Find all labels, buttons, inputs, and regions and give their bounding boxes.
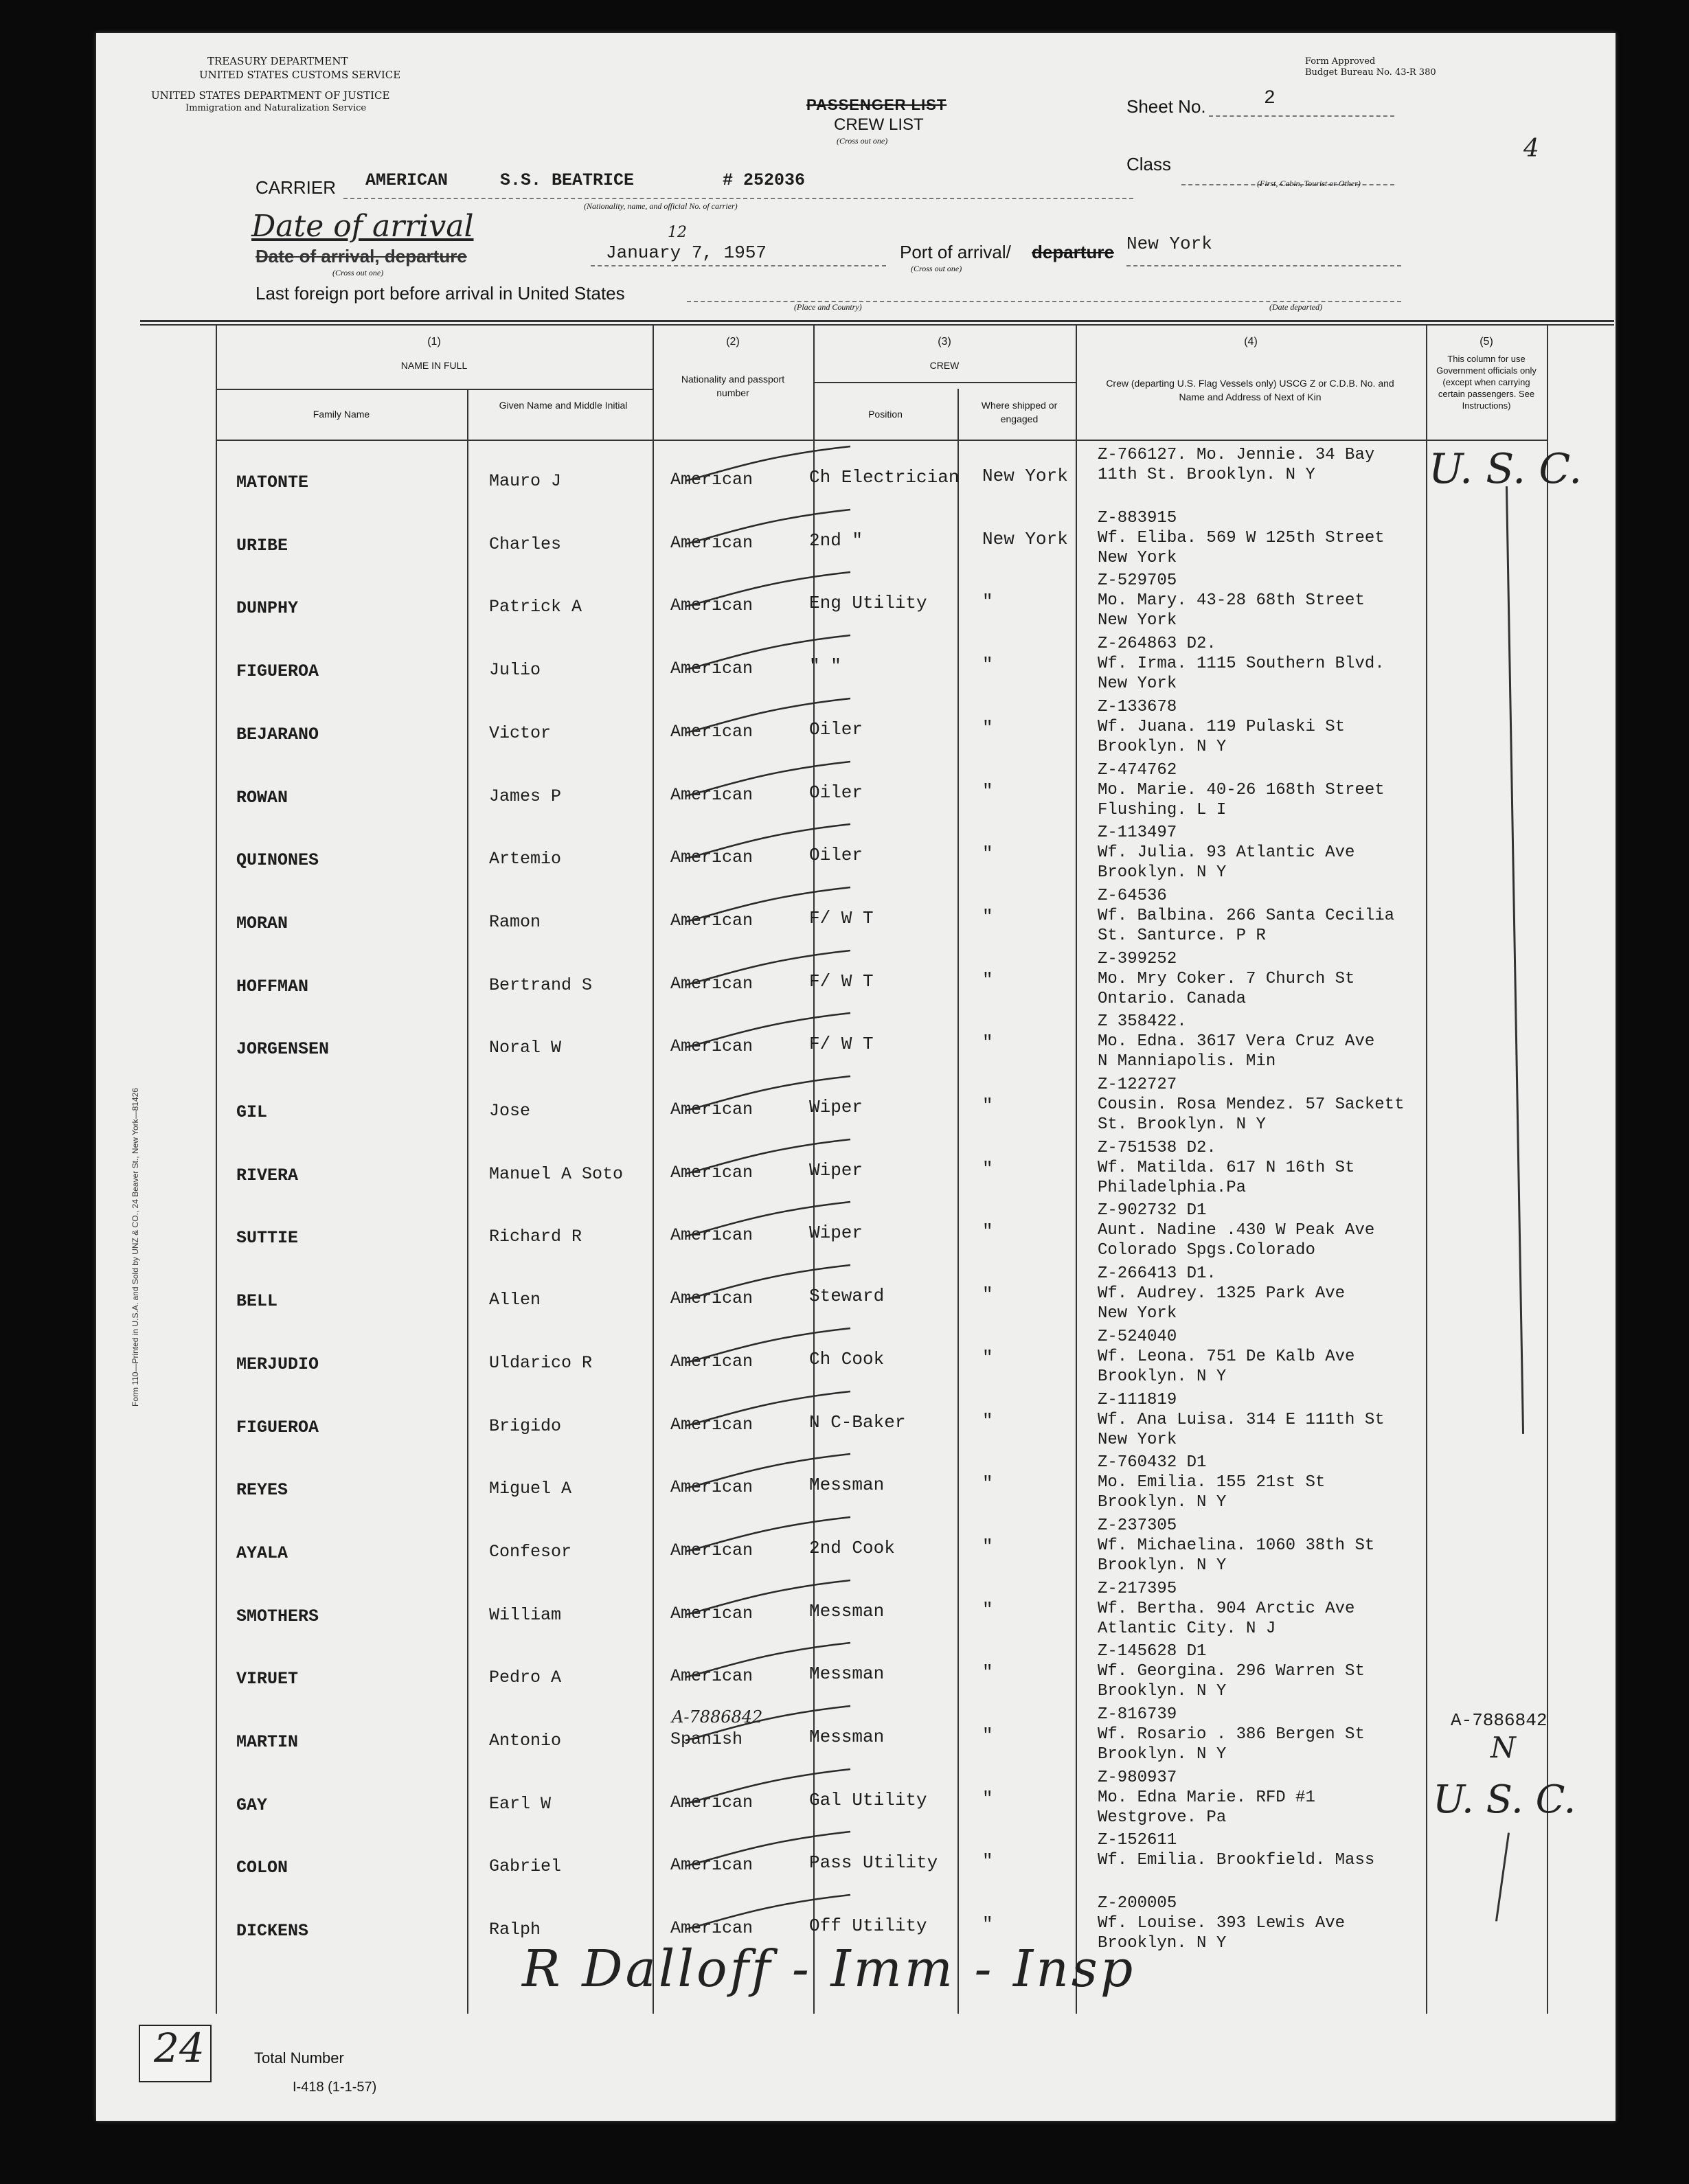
next-of-kin-line: St. Brooklyn. N Y (1098, 1115, 1266, 1134)
next-of-kin-line: Philadelphia.Pa (1098, 1178, 1247, 1197)
next-of-kin-line: Wf. Bertha. 904 Arctic Ave (1098, 1599, 1355, 1618)
given-name: Confesor (489, 1541, 572, 1562)
family-name: ROWAN (236, 787, 288, 808)
total-count: 24 (154, 2025, 205, 2071)
position: Ch Cook (809, 1348, 885, 1369)
crew-list-form (96, 33, 1616, 2121)
nationality: American (670, 1100, 753, 1119)
carrier-note: (Nationality, name, and official No. of carrier) (584, 201, 738, 211)
next-of-kin-line: Wf. Audrey. 1325 Park Ave (1098, 1284, 1346, 1304)
position: Messman (809, 1727, 885, 1747)
next-of-kin-line: Cousin. Rosa Mendez. 57 Sackett (1098, 1095, 1405, 1114)
next-of-kin-line: Wf. Irma. 1115 Southern Blvd. (1098, 655, 1385, 674)
nationality: American (670, 1603, 753, 1624)
table-row (96, 1327, 1616, 1389)
arrival-struck-label: Date of arrival, departure (256, 246, 467, 266)
table-row (96, 1138, 1616, 1201)
next-of-kin-line: New York (1098, 1430, 1177, 1449)
carrier-label: CARRIER (256, 177, 337, 198)
sheet-value: 2 (1264, 88, 1276, 109)
col2-number: (2) (726, 336, 740, 348)
shipped-at: " (982, 1032, 993, 1054)
position: Gal Utility (809, 1789, 927, 1810)
next-of-kin-line: Flushing. L I (1098, 800, 1227, 819)
nationality: American (670, 1036, 753, 1057)
next-of-kin-line: Wf. Leona. 751 De Kalb Ave (1098, 1347, 1355, 1366)
next-of-kin-line: Z-152611 (1098, 1831, 1177, 1850)
passport-number: A-7886842 (672, 1707, 763, 1727)
col-family-name: Family Name (313, 409, 370, 420)
given-name: Noral W (489, 1038, 562, 1058)
next-of-kin-line: Z 358422. (1098, 1012, 1187, 1032)
next-of-kin-line: Brooklyn. N Y (1098, 1367, 1227, 1386)
martin-passport-official: A-7886842 (1451, 1710, 1548, 1731)
next-of-kin-line: 11th St. Brooklyn. N Y (1098, 466, 1315, 484)
table-row (96, 760, 1616, 823)
next-of-kin-line: Wf. Rosario . 386 Bergen St (1098, 1725, 1365, 1744)
next-of-kin-line: Z-474762 (1098, 760, 1177, 780)
shipped-at: " (982, 717, 993, 738)
given-name: Pedro A (489, 1668, 562, 1688)
given-name: Patrick A (489, 597, 582, 617)
given-name: Victor (489, 723, 552, 743)
next-of-kin-line: Z-266413 D1. (1098, 1264, 1216, 1284)
family-name: COLON (236, 1858, 288, 1878)
table-row (96, 823, 1616, 885)
table-row (96, 1012, 1616, 1074)
next-of-kin-line: Z-122727 (1098, 1076, 1177, 1094)
shipped-at: " (982, 1536, 993, 1557)
table-row (96, 1516, 1616, 1578)
shipped-at: " (982, 1725, 993, 1746)
table-row (96, 1075, 1616, 1137)
next-of-kin-line: Wf. Julia. 93 Atlantic Ave (1098, 843, 1355, 863)
family-name: SUTTIE (236, 1228, 299, 1249)
next-of-kin-line: Brooklyn. N Y (1098, 1934, 1227, 1953)
given-name: Antonio (489, 1731, 562, 1751)
table-row (96, 1641, 1616, 1704)
nationality: American (670, 910, 753, 931)
next-of-kin-line: Brooklyn. N Y (1098, 737, 1227, 756)
next-of-kin-line: Brooklyn. N Y (1098, 1745, 1227, 1764)
position: Oiler (809, 845, 863, 866)
next-of-kin-line: New York (1098, 674, 1177, 694)
given-name: Allen (489, 1290, 541, 1310)
shipped-at: " (982, 1473, 993, 1494)
next-of-kin-line: Aunt. Nadine .430 W Peak Ave (1098, 1221, 1375, 1240)
given-name: Ramon (489, 911, 541, 932)
next-of-kin-line: Mo. Edna. 3617 Vera Cruz Ave (1098, 1032, 1375, 1051)
budget-bureau: Budget Bureau No. 43-R 380 (1305, 67, 1436, 78)
position: Messman (809, 1663, 885, 1685)
position: N C-Baker (809, 1411, 906, 1433)
family-name: GAY (236, 1795, 268, 1815)
nationality: American (670, 470, 753, 490)
position: Wiper (809, 1097, 863, 1117)
given-name: Artemio (489, 849, 562, 869)
next-of-kin-line: Z-111819 (1098, 1390, 1177, 1409)
next-of-kin-line: Z-760432 D1 (1098, 1453, 1207, 1472)
arrival-cross-note: (Cross out one) (332, 268, 384, 277)
arrival-day-correction: 12 (668, 224, 687, 241)
shipped-at: " (982, 1410, 993, 1431)
position: Ch Electrician (809, 467, 960, 488)
table-row (96, 1390, 1616, 1453)
position: Oiler (809, 782, 863, 803)
port-cross-note: (Cross out one) (911, 264, 962, 273)
given-name: Ralph (489, 1920, 541, 1940)
table-row (96, 508, 1616, 571)
col-given-name: Given Name and Middle Initial (499, 400, 628, 411)
next-of-kin-line: Z-816739 (1098, 1705, 1177, 1724)
class-note: (First, Cabin, Tourist or Other) (1257, 179, 1361, 188)
port-struck: departure (1032, 242, 1114, 262)
agency-ins: Immigration and Naturalization Service (185, 103, 367, 113)
given-name: Gabriel (489, 1856, 562, 1877)
position: 2nd Cook (809, 1537, 895, 1558)
total-label: Total Number (254, 2049, 344, 2067)
class-label: Class (1126, 154, 1172, 174)
date-departed-note: (Date departed) (1269, 302, 1322, 312)
next-of-kin-line: Z-524040 (1098, 1327, 1177, 1346)
nationality: American (670, 659, 753, 679)
agency-justice: UNITED STATES DEPARTMENT OF JUSTICE (151, 89, 390, 102)
given-name: James P (489, 786, 562, 806)
given-name: William (489, 1604, 562, 1625)
table-row (96, 949, 1616, 1012)
table-row (96, 571, 1616, 633)
title-cross-note: (Cross out one) (837, 136, 888, 146)
col4-number: (4) (1244, 336, 1258, 348)
sheet-label: Sheet No. (1126, 96, 1206, 117)
nationality: American (670, 721, 753, 742)
shipped-at: New York (982, 466, 1068, 486)
col3-number: (3) (938, 336, 951, 348)
position: F/ W T (809, 907, 874, 929)
nationality: American (670, 1666, 753, 1687)
table-row (96, 1705, 1616, 1767)
shipped-at: " (982, 1851, 993, 1872)
shipped-at: " (982, 1095, 993, 1116)
table-row (96, 445, 1616, 508)
col5-title: This column for use Government officials only (except when carrying certain passengers. See Instructions) (1436, 354, 1537, 411)
official-number: # 252036 (723, 170, 806, 190)
nationality: American (670, 1414, 753, 1435)
table-row (96, 1830, 1616, 1893)
nationality: American (670, 973, 753, 994)
next-of-kin-line: Mo. Mary. 43-28 68th Street (1098, 591, 1365, 611)
next-of-kin-line: Wf. Matilda. 617 N 16th St (1098, 1158, 1355, 1177)
inspector-signature: R Dalloff - Imm - Insp (522, 1940, 1136, 1999)
given-name: Jose (489, 1101, 531, 1121)
table-row (96, 1264, 1616, 1326)
nationality: American (670, 1225, 753, 1246)
next-of-kin-line: New York (1098, 548, 1177, 567)
next-of-kin-line: Wf. Ana Luisa. 314 E 111th St (1098, 1410, 1385, 1429)
agency-customs: UNITED STATES CUSTOMS SERVICE (199, 69, 401, 81)
shipped-at: " (982, 1599, 993, 1620)
next-of-kin-line: Z-751538 D2. (1098, 1138, 1216, 1157)
shipped-at: " (982, 1284, 993, 1306)
next-of-kin-line: New York (1098, 1304, 1177, 1323)
next-of-kin-line: Atlantic City. N J (1098, 1619, 1276, 1638)
port-value: New York (1126, 234, 1212, 254)
nationality: American (670, 848, 753, 868)
family-name: VIRUET (236, 1669, 299, 1690)
position: " " (809, 656, 841, 677)
martin-official-mark: N (1490, 1731, 1516, 1764)
nationality: American (670, 784, 753, 805)
next-of-kin-line: Z-883915 (1098, 508, 1177, 527)
carrier-nationality: AMERICAN (365, 170, 449, 190)
port-label: Port of arrival/ (900, 242, 1011, 262)
given-name: Earl W (489, 1793, 552, 1814)
nationality: American (670, 532, 753, 553)
passenger-list-struck: PASSENGER LIST (806, 96, 947, 113)
next-of-kin-line: Z-217395 (1098, 1579, 1177, 1598)
shipped-at: " (982, 969, 993, 990)
shipped-at: " (982, 1662, 993, 1683)
shipped-at: " (982, 591, 993, 613)
position: Pass Utility (809, 1852, 938, 1874)
col2-title: Nationality and passport number (681, 374, 785, 398)
family-name: AYALA (236, 1543, 288, 1563)
given-name: Uldarico R (489, 1352, 593, 1373)
next-of-kin-line: Z-145628 D1 (1098, 1642, 1207, 1661)
next-of-kin-line: Wf. Louise. 393 Lewis Ave (1098, 1914, 1346, 1933)
given-name: Richard R (489, 1227, 582, 1247)
nationality: American (670, 1540, 753, 1560)
next-of-kin-line: Z-766127. Mo. Jennie. 34 Bay (1098, 446, 1375, 464)
position: F/ W T (809, 1034, 874, 1055)
family-name: MARTIN (236, 1732, 299, 1752)
table-row (96, 634, 1616, 696)
table-row (96, 886, 1616, 948)
next-of-kin-line: Brooklyn. N Y (1098, 1682, 1227, 1701)
next-of-kin-line: Z-980937 (1098, 1768, 1177, 1787)
next-of-kin-line: Brooklyn. N Y (1098, 863, 1227, 883)
col1-title: NAME IN FULL (400, 360, 468, 371)
table-row (96, 1579, 1616, 1641)
table-row (96, 1768, 1616, 1830)
family-name: MATONTE (236, 473, 309, 492)
shipped-at: " (982, 1347, 993, 1368)
next-of-kin-line: Z-264863 D2. (1098, 635, 1216, 654)
next-of-kin-line: Z-64536 (1098, 886, 1167, 905)
place-note: (Place and Country) (794, 302, 862, 312)
family-name: BEJARANO (236, 724, 319, 744)
next-of-kin-line: Colorado Spgs.Colorado (1098, 1241, 1315, 1260)
next-of-kin-line: Wf. Emilia. Brookfield. Mass (1098, 1851, 1375, 1870)
next-of-kin-line: Z-529705 (1098, 571, 1177, 591)
col1-number: (1) (427, 336, 441, 348)
family-name: RIVERA (236, 1165, 299, 1185)
next-of-kin-line: St. Santurce. P R (1098, 926, 1266, 945)
next-of-kin-line: Mo. Emilia. 155 21st St (1098, 1473, 1326, 1492)
form-approved: Form Approved (1305, 56, 1376, 67)
given-name: Manuel A Soto (489, 1163, 624, 1184)
shipped-at: " (982, 655, 993, 676)
position: F/ W T (809, 970, 874, 992)
given-name: Mauro J (489, 471, 562, 491)
family-name: MORAN (236, 913, 288, 933)
family-name: QUINONES (236, 850, 319, 871)
next-of-kin-line: Mo. Edna Marie. RFD #1 (1098, 1788, 1315, 1807)
vessel-name: S.S. BEATRICE (500, 170, 635, 190)
next-of-kin-line: Wf. Eliba. 569 W 125th Street (1098, 528, 1385, 547)
family-name: DICKENS (236, 1921, 309, 1942)
col4-title: Crew (departing U.S. Flag Vessels only) USCG Z or C.D.B. No. and Name and Address of Next of Kin (1106, 378, 1394, 402)
family-name: GIL (236, 1102, 268, 1122)
shipped-at: " (982, 780, 993, 801)
next-of-kin-line: Wf. Michaelina. 1060 38th St (1098, 1536, 1375, 1555)
family-name: REYES (236, 1480, 288, 1501)
usc-mark-bottom: U. S. C. (1433, 1777, 1576, 1822)
table-row (96, 1453, 1616, 1515)
shipped-at: " (982, 1914, 993, 1935)
handwritten-arrival: Date of arrival (251, 209, 474, 244)
shipped-at: " (982, 1158, 993, 1179)
given-name: Miguel A (489, 1479, 572, 1499)
next-of-kin-line: Mo. Marie. 40-26 168th Street (1098, 780, 1385, 799)
family-name: FIGUEROA (236, 1417, 319, 1437)
col-shipped: Where shipped or engaged (981, 400, 1058, 424)
position: Messman (809, 1600, 885, 1622)
next-of-kin-line: Ontario. Canada (1098, 989, 1247, 1008)
nationality: American (670, 1792, 753, 1812)
family-name: DUNPHY (236, 598, 299, 619)
next-of-kin-line: Z-133678 (1098, 697, 1177, 716)
nationality: American (670, 1351, 753, 1372)
position: Wiper (809, 1159, 863, 1181)
position: Steward (809, 1286, 885, 1307)
next-of-kin-line: New York (1098, 611, 1177, 630)
arrival-date: January 7, 1957 (606, 242, 767, 263)
given-name: Julio (489, 660, 541, 681)
family-name: URIBE (236, 535, 288, 556)
nationality: American (670, 1477, 753, 1498)
form-code: I-418 (1-1-57) (293, 2080, 377, 2095)
family-name: SMOTHERS (236, 1606, 319, 1626)
nationality: American (670, 595, 753, 616)
table-row (96, 697, 1616, 760)
position: 2nd " (809, 530, 863, 551)
shipped-at: " (982, 906, 993, 927)
family-name: JORGENSEN (236, 1039, 330, 1060)
agency-treasury: TREASURY DEPARTMENT (207, 55, 348, 67)
col-position: Position (868, 409, 903, 420)
shipped-at: " (982, 843, 993, 865)
nationality: American (670, 1288, 753, 1309)
position: Eng Utility (809, 593, 927, 614)
next-of-kin-line: Z-399252 (1098, 949, 1177, 968)
col3-title: CREW (929, 360, 960, 371)
usc-mark-top: U. S. C. (1429, 445, 1583, 493)
next-of-kin-line: Wf. Balbina. 266 Santa Cecilia (1098, 906, 1395, 925)
form-title: CREW LIST (834, 115, 924, 134)
position: Wiper (809, 1222, 863, 1244)
next-of-kin-line: Z-902732 D1 (1098, 1201, 1207, 1220)
position: Off Utility (809, 1915, 927, 1937)
col5-number: (5) (1480, 336, 1493, 348)
family-name: HOFFMAN (236, 976, 309, 997)
next-of-kin-line: N Manniapolis. Min (1098, 1052, 1276, 1071)
family-name: BELL (236, 1291, 278, 1312)
next-of-kin-line: Westgrove. Pa (1098, 1808, 1227, 1827)
next-of-kin-line: Brooklyn. N Y (1098, 1556, 1227, 1575)
family-name: FIGUEROA (236, 661, 319, 682)
next-of-kin-line: Z-113497 (1098, 823, 1177, 843)
corner-number: 4 (1523, 135, 1539, 163)
table-row (96, 1201, 1616, 1263)
next-of-kin-line: Wf. Juana. 119 Pulaski St (1098, 717, 1346, 736)
next-of-kin-line: Z-200005 (1098, 1894, 1177, 1913)
shipped-at: New York (982, 528, 1068, 549)
printer-side-note: Form 110—Printed in U.S.A. and Sold by UNZ & CO., 24 Beaver St., New York—81426 (131, 1088, 140, 1407)
shipped-at: " (982, 1788, 993, 1809)
nationality: American (670, 1918, 753, 1939)
next-of-kin-line: Z-237305 (1098, 1516, 1177, 1535)
next-of-kin-line: Wf. Georgina. 296 Warren St (1098, 1662, 1365, 1681)
next-of-kin-line: Brooklyn. N Y (1098, 1493, 1227, 1512)
nationality: American (670, 1855, 753, 1876)
nationality: Spanish (670, 1729, 743, 1749)
next-of-kin-line: Mo. Mry Coker. 7 Church St (1098, 969, 1355, 988)
position: Oiler (809, 718, 863, 740)
position: Messman (809, 1475, 885, 1496)
last-port-label: Last foreign port before arrival in United States (256, 283, 625, 304)
given-name: Charles (489, 534, 562, 554)
given-name: Bertrand S (489, 975, 593, 995)
family-name: MERJUDIO (236, 1354, 319, 1374)
nationality: American (670, 1162, 753, 1183)
shipped-at: " (982, 1221, 993, 1242)
given-name: Brigido (489, 1415, 562, 1436)
